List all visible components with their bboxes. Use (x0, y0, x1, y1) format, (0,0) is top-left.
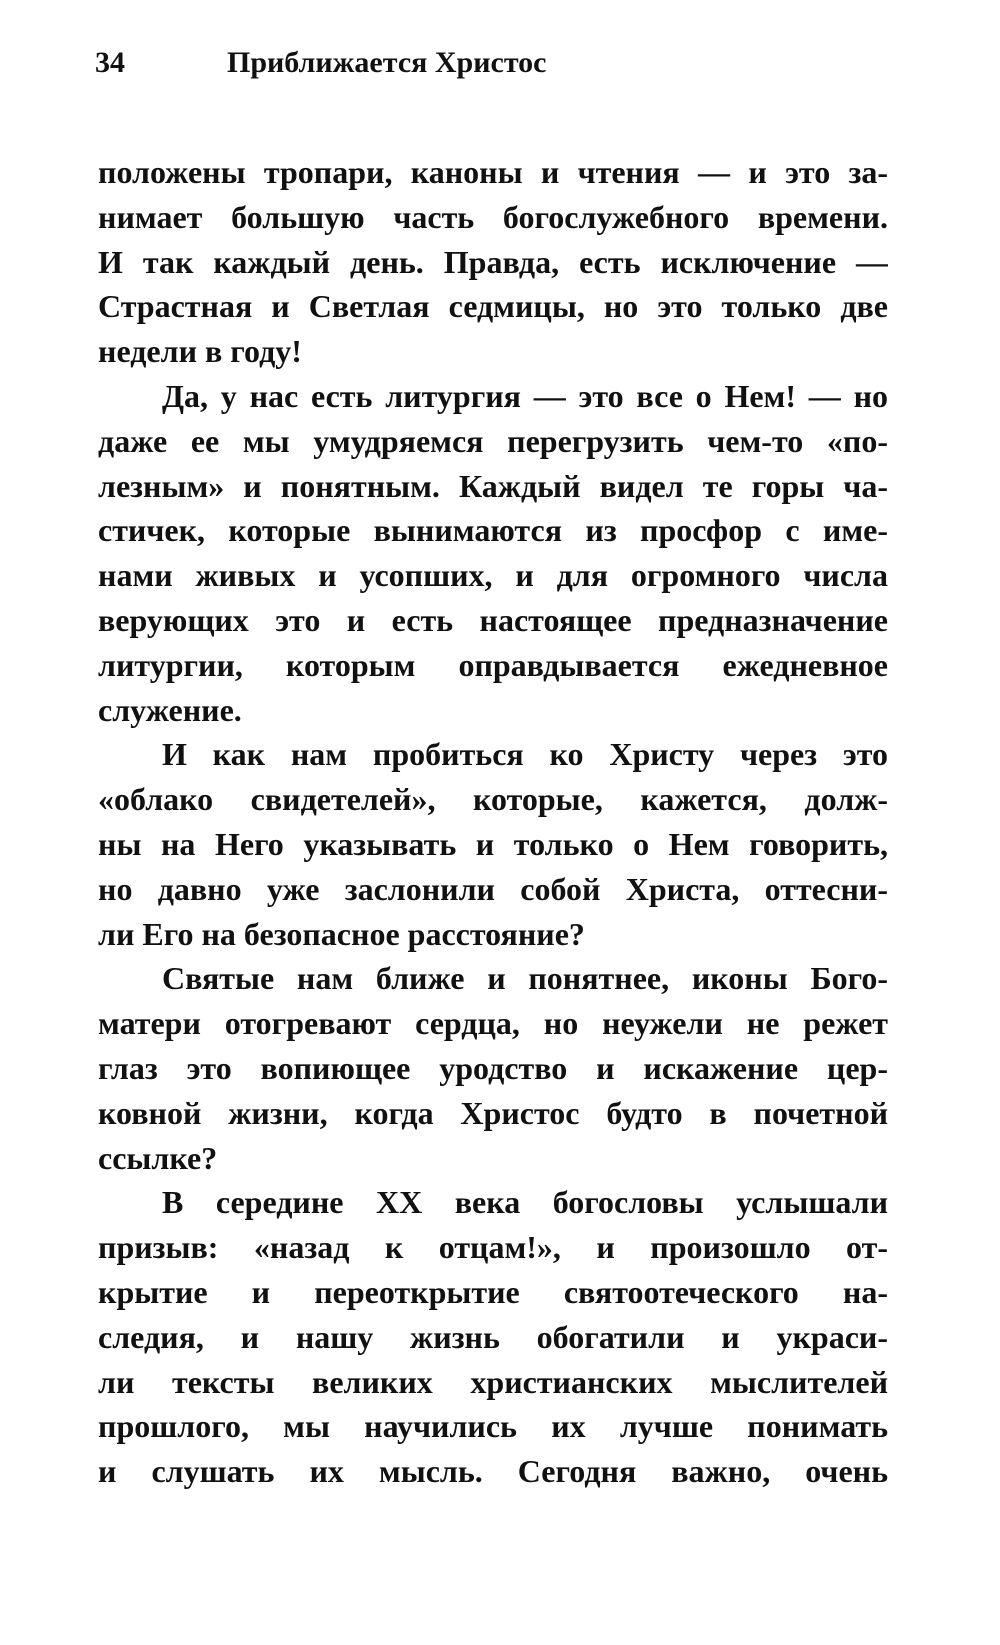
text-line: Страстная и Светлая седмицы, но это только две (98, 288, 888, 325)
text-line: лезным» и понятным. Каждый видел те горы ча- (98, 467, 888, 504)
text-line: стичек, которые вынимаются из просфор с име- (98, 512, 888, 549)
text-line: но давно уже заслонили собой Христа, оттесни- (98, 870, 888, 907)
text-line: литургии, которым оправдывается ежедневное (98, 646, 888, 683)
text-line: прошлого, мы научились их лучше понимать (98, 1408, 888, 1445)
text-line: ссылке? (98, 1139, 218, 1176)
running-header (95, 38, 915, 88)
text-line: «облако свидетелей», которые, кажется, долж- (98, 781, 888, 818)
text-line: ли Его на безопасное расстояние? (98, 915, 585, 952)
text-line: следия, и нашу жизнь обогатили и украси- (98, 1318, 888, 1355)
text-line: И как нам пробиться ко Христу через это (162, 736, 888, 773)
text-line: нами живых и усопших, и для огромного числа (98, 557, 888, 594)
text-line: матери отогревают сердца, но неужели не режет (98, 1005, 888, 1042)
text-line: призыв: «назад к отцам!», и произошло от- (98, 1229, 888, 1266)
text-line: даже ее мы умудряемся перегрузить чем-то «по- (98, 422, 888, 459)
text-line: В середине XX века богословы услышали (162, 1184, 888, 1221)
text-line: и слушать их мысль. Сегодня важно, очень (98, 1453, 888, 1490)
text-line: положены тропари, каноны и чтения — и это за- (98, 154, 888, 190)
text-line: крытие и переоткрытие святоотеческого на- (98, 1273, 888, 1310)
text-line: недели в году! (98, 333, 302, 370)
text-line: верующих это и есть настоящее предназначение (98, 601, 888, 638)
text-line: Святые нам ближе и понятнее, иконы Бого- (162, 960, 888, 997)
page-number: 34 (95, 46, 125, 79)
running-title: Приближается Христос (227, 46, 547, 79)
text-line: нимает большую часть богослужебного времени. (98, 198, 888, 235)
body-text (98, 150, 888, 1494)
text-line: ны на Него указывать и только о Нем говорить, (98, 825, 888, 862)
text-line: ли тексты великих христианских мыслителей (98, 1363, 888, 1400)
text-line: И так каждый день. Правда, есть исключение — (98, 243, 888, 280)
text-line: ковной жизни, когда Христос будто в почетной (98, 1094, 888, 1131)
text-line: глаз это вопиющее уродство и искажение цер- (98, 1049, 888, 1086)
text-line: служение. (98, 691, 242, 728)
text-line: Да, у нас есть литургия — это все о Нем! — но (162, 377, 888, 414)
